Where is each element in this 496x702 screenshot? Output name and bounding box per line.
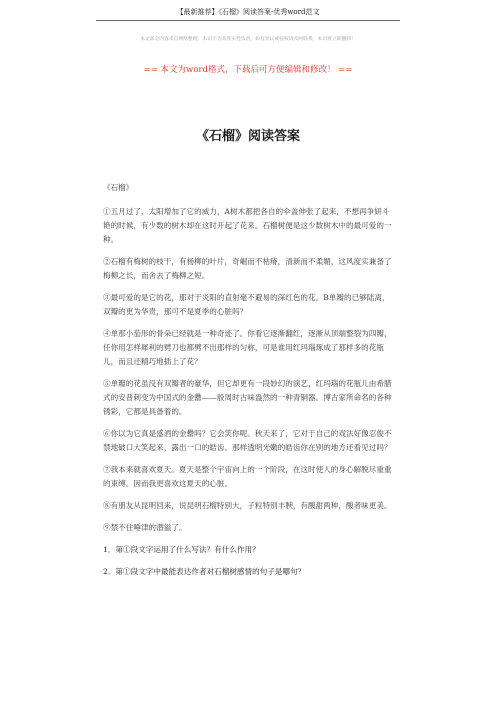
disclaimer-text: 本文部分内容来自网络整理，本司不为其真实性负责，如有异议或侵权请及时联系，本司将立即删除！ [140, 37, 356, 42]
paragraph-7: ⑦我本来就喜欢夏天。夏天是整个宇宙向上的一个阶段，在这时使人的身心解脱尽重重的束缚。因而我更喜欢这夏天的心脏。 [103, 465, 392, 488]
paragraph-9: ⑨禁不住唾津的潜溢了。 [103, 523, 187, 532]
header-divider [96, 20, 400, 21]
paragraph-2: ②石榴有梅树的枝干，有杨柳的叶片，奇崛而不枯瘠，清新而不柔媚，这风度实兼备了梅柳之长，而舍去了梅柳之短。 [103, 257, 392, 280]
question-1: 1．第①段文字运用了什么写法？有什么作用？ [103, 545, 260, 554]
paragraph-1: ①五月过了，太阳增加了它的威力，A树木都把各自的伞盖伸张了起来，不想再争妍斗艳的时候，有少数的树木却在这时开起了花来。石榴树便是这少数树木中的最可爱的一种。 [103, 207, 392, 244]
document-body [103, 181, 394, 587]
paragraph-3: ③最可爱的是它的花，那对于炎阳的直射毫不避易的深红色的花。B单瓣的已够陆离，双瓣的更为华贵，那可不是夏季的心脏吗？ [103, 293, 390, 316]
format-notice: == 本文为word格式，下载后可方便编辑和修改！ == [143, 65, 353, 75]
paragraph-8: ⑧有朋友从昆明回来，说昆明石榴特别大，子粒特别丰腴，有酸甜两种，酸者味更美。 [103, 501, 392, 510]
page-header-title: 【最新推荐】《石榴》阅读答案-优秀word范文 [176, 8, 320, 16]
paragraph-6: ⑥你以为它真是盛酒的金罍吗？它会笑你呢。秋天来了，它对于自己的戏法好像忍俊不禁地破口大笑起来，露出一口的皓齿。那样透明光嫩的皓齿你在别的地方还看见过吗？ [103, 429, 392, 452]
question-2: 2．第①段文字中最能表达作者对石榴树感情的句子是哪句？ [103, 567, 306, 576]
paragraph-5: ⑤单瓣的花虽没有双瓣者的豪华，但它却更有一段妙幻的演艺，红玛瑙的花瓶儿由希腊式的安普刺变为中国式的金罍——殷周时古味盎然的一种青铜器。博古家所命名的各种锈彩，它都是具备着的。 [103, 379, 392, 416]
document-title: 《石榴》阅读答案 [195, 129, 300, 144]
paragraph-4: ④单那小茄形的骨朵已经就是一种奇迹了。你看它逐渐翻红，逐渐从顶端整裂为四瓣，任你用怎样犀利的劈刀也都劈不出那样的匀称，可是谁用红玛瑙琢成了那样多的花瓶儿，而且还精巧地插上了花？ [103, 329, 392, 366]
article-subtitle: 《石榴》 [103, 183, 134, 192]
